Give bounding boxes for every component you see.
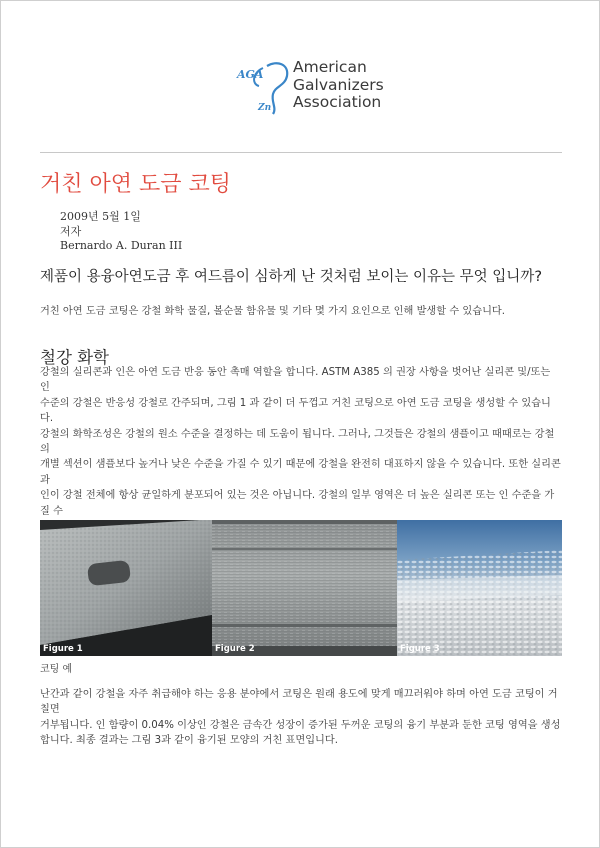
logo-badge-bottom: Zn [258, 103, 272, 113]
closing-paragraph [40, 687, 562, 749]
question-heading: 제품이 용융아연도금 후 여드름이 심하게 난 것처럼 보이는 이유는 무엇 입니까? [40, 269, 543, 285]
author-label: 저자 [60, 225, 82, 238]
logo-line-3: Association [293, 93, 382, 111]
figure-1-label: Figure 1 [43, 644, 83, 654]
paragraph-line: 거부됩니다. 인 함량이 0.04% 이상인 강철은 금속간 성장이 증가된 두꺼운 코팅의 융기 부분과 둔한 코팅 영역을 생성 [40, 719, 561, 731]
paragraph-line: 강철의 화학조성은 강철의 원소 수준을 결정하는 데 도움이 됩니다. 그러나, 그것들은 강철의 샘플이고 때때로는 강철의 [40, 428, 555, 456]
logo-wordmark [293, 59, 384, 112]
paragraph-line: 개별 섹션이 샘플보다 높거나 낮은 수준을 가질 수 있기 때문에 강철을 완전히 대표하지 않을 수 있습니다. 또한 실리콘과 [40, 459, 561, 486]
paragraph-line: 인이 강철 전체에 항상 균일하게 분포되어 있는 것은 아닙니다. 강철의 일부 영역은 더 높은 실리콘 또는 인 수준을 가질 수 [40, 490, 555, 517]
paragraph-line: 강철의 실리콘과 인은 아연 도금 반응 동안 촉매 역할을 합니다. ASTM A385 의 권장 사항을 벗어난 실리콘 및/또는 인 [40, 367, 551, 394]
figure-2-label: Figure 2 [215, 644, 255, 654]
header-divider [40, 152, 562, 153]
figure-2-image [212, 520, 397, 656]
section-heading: 철강 화학 [40, 348, 110, 367]
logo-line-1: American [293, 58, 367, 76]
figure-1-image [40, 520, 212, 656]
paragraph-line: 합니다. 최종 결과는 그림 3과 같이 융기된 모양의 거친 표면입니다. [40, 735, 338, 747]
figure-strip [40, 520, 562, 656]
figure-3-image [397, 520, 562, 656]
paragraph-line: 난간과 같이 강철을 자주 취급해야 하는 응용 분야에서 코팅은 원래 용도에 맞게 매끄러워야 하며 아연 도금 코팅이 거칠면 [40, 689, 558, 716]
publish-date: 2009년 5월 1일 [60, 210, 141, 223]
page-title: 거친 아연 도금 코팅 [40, 172, 231, 197]
logo-line-2: Galvanizers [293, 75, 384, 94]
paragraph-line: 수준의 강철은 반응성 강철로 간주되며, 그림 1 과 같이 더 두껍고 거친 코팅으로 아연 도금 코팅을 생성할 수 있습니다. [40, 397, 551, 425]
figure-1-photo [40, 520, 212, 656]
intro-paragraph: 거친 아연 도금 코팅은 강철 화학 물질, 볼순물 함유물 및 기타 몇 가지 요인으로 인해 발생할 수 있습니다. [40, 306, 506, 317]
figure-caption: 코팅 예 [40, 664, 73, 675]
author-name: Bernardo A. Duran III [60, 239, 183, 252]
figure-2-photo [212, 520, 397, 656]
logo-badge-top: AGA [237, 68, 264, 81]
figure-3-photo [397, 520, 562, 656]
figure-3-label: Figure 3 [400, 644, 440, 654]
